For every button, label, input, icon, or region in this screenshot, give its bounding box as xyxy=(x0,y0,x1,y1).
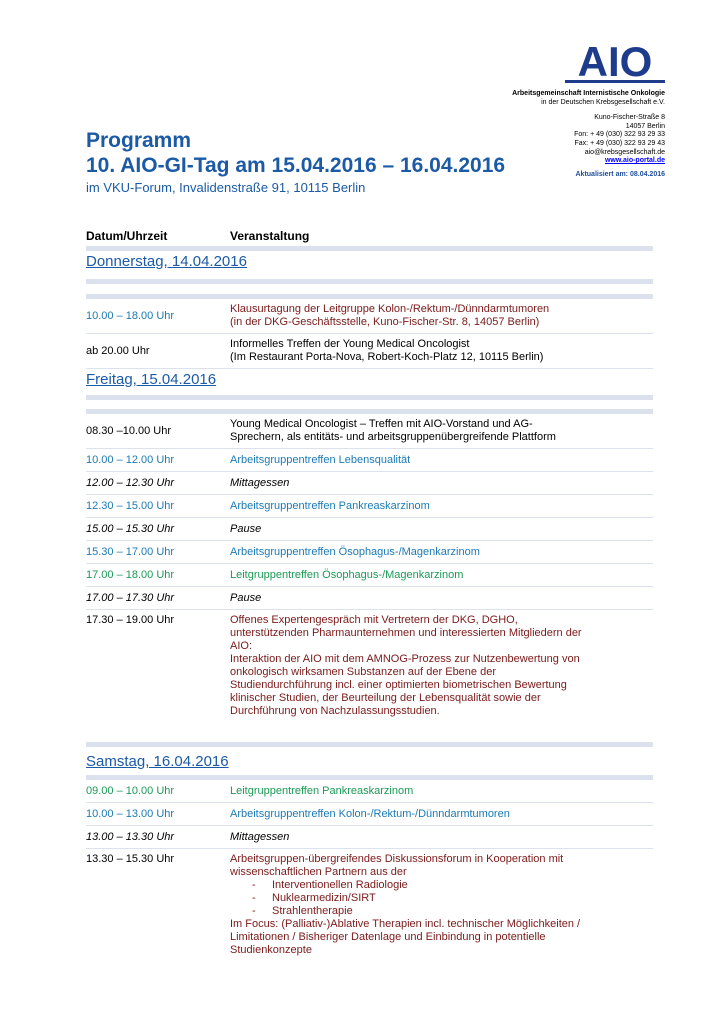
table-row xyxy=(86,564,653,587)
org-subtitle: in der Deutschen Krebsgesellschaft e.V. xyxy=(541,98,665,106)
day-heading-friday: Freitag, 15.04.2016 xyxy=(86,371,217,388)
row-time: 10.00 – 12.00 Uhr xyxy=(86,453,175,466)
table-row xyxy=(86,449,653,472)
aio-logo xyxy=(565,36,665,86)
table-row xyxy=(86,472,653,495)
row-event: Offenes Expertengespräch mit Vertretern der DKG, DGHO, unterstützenden Pharmaunternehmen und interessierten Mitgliedern der AIO: Interaktion der AIO mit dem AMNOG-Prozess zur Nutzenbewertung von onkologisch wirksamen Substanzen auf der Ebene der Studiendurchführung incl. einer optimierten biometrischen Bewertung klinischer Studien, der Beurteilung der Lebensqualität sowie der Durchführung von Nachzulassungsstudien. xyxy=(230,614,582,717)
row-event: Informelles Treffen der Young Medical Oncologist (Im Restaurant Porta-Nova, Robert-Koch-Platz 12, 10115 Berlin) xyxy=(230,338,544,363)
column-event: Veranstaltung xyxy=(230,229,310,243)
partner-list xyxy=(230,879,653,918)
table-row xyxy=(86,849,653,957)
table-row xyxy=(86,610,653,732)
org-email: aio@krebsgesellschaft.de xyxy=(584,148,665,156)
row-event: Arbeitsgruppen-übergreifendes Diskussionsforum in Kooperation mit wissenschaftlichen Partnern aus der - Interventionellen Radiologie - Nuklearmedizin/SIRT - Strahlentherapie Im Focus: (Palliativ-)Ablative Therapien incl. technischer Möglichkeiten / Limitationen / Bisheriger Datenlage und Einbindung in potentielle Studienkonzepte xyxy=(230,853,653,957)
row-time: 10.00 – 18.00 Uhr xyxy=(86,309,175,322)
row-time: 08.30 –10.00 Uhr xyxy=(86,424,172,437)
row-time: 10.00 – 13.00 Uhr xyxy=(86,807,175,820)
org-city: 14057 Berlin xyxy=(625,122,665,130)
program-title xyxy=(86,128,505,197)
table-row xyxy=(86,518,653,541)
list-item: - Interventionellen Radiologie xyxy=(252,879,653,892)
table-row xyxy=(86,541,653,564)
row-event: Arbeitsgruppentreffen Pankreaskarzinom xyxy=(230,499,430,512)
updated-date: Aktualisiert am: 08.04.2016 xyxy=(575,171,665,178)
table-row xyxy=(86,334,653,369)
row-event: Leitgruppentreffen Pankreaskarzinom xyxy=(230,784,414,797)
column-time: Datum/Uhrzeit xyxy=(86,229,168,243)
table-row xyxy=(86,495,653,518)
table-row xyxy=(86,780,653,803)
row-time: 17.00 – 18.00 Uhr xyxy=(86,568,175,581)
row-event: Pause xyxy=(230,591,262,604)
row-time: 15.00 – 15.30 Uhr xyxy=(86,522,175,535)
org-web-link[interactable]: www.aio-portal.de xyxy=(604,157,665,165)
row-time: 15.30 – 17.00 Uhr xyxy=(86,545,175,558)
table-row xyxy=(86,826,653,849)
org-street: Kuno-Fischer-Straße 8 xyxy=(594,114,665,122)
table-row xyxy=(86,587,653,610)
row-time: 17.00 – 17.30 Uhr xyxy=(86,591,175,604)
row-event: Mittagessen xyxy=(230,830,290,843)
row-time: 17.30 – 19.00 Uhr xyxy=(86,614,175,626)
row-event: Young Medical Oncologist – Treffen mit AIO-Vorstand und AG- Sprechern, als entitäts- und arbeitsgruppenübergreifende Plattform xyxy=(230,418,556,443)
row-event: Klausurtagung der Leitgruppe Kolon-/Rektum-/Dünndarmtumoren (in der DKG-Geschäftsstelle, Kuno-Fischer-Str. 8, 14057 Berlin) xyxy=(230,303,550,328)
title-venue: im VKU-Forum, Invalidenstraße 91, 10115 Berlin xyxy=(86,180,366,195)
row-event: Pause xyxy=(230,522,262,535)
program-table xyxy=(86,226,653,957)
title-line-1: Programm xyxy=(86,129,192,152)
org-fax: Fax: + 49 (030) 322 93 29 43 xyxy=(574,139,665,147)
logo-text: AIO xyxy=(577,38,653,85)
row-event: Mittagessen xyxy=(230,476,290,489)
day-heading-thursday: Donnerstag, 14.04.2016 xyxy=(86,253,247,270)
row-time: 12.30 – 15.00 Uhr xyxy=(86,499,175,512)
row-time: ab 20.00 Uhr xyxy=(86,344,150,357)
day-heading-saturday: Samstag, 16.04.2016 xyxy=(86,753,229,770)
org-name: Arbeitsgemeinschaft Internistische Onkologie xyxy=(512,90,665,97)
list-item: - Strahlentherapie xyxy=(252,905,653,918)
table-row xyxy=(86,803,653,826)
title-line-2: 10. AIO-GI-Tag am 15.04.2016 – 16.04.2016 xyxy=(86,154,506,177)
list-item: - Nuklearmedizin/SIRT xyxy=(252,892,653,905)
row-time: 12.00 – 12.30 Uhr xyxy=(86,476,175,489)
table-row xyxy=(86,414,653,449)
row-event: Arbeitsgruppentreffen Lebensqualität xyxy=(230,453,411,466)
org-phone: Fon: + 49 (030) 322 93 29 33 xyxy=(574,131,665,139)
row-time: 13.30 – 15.30 Uhr xyxy=(86,853,175,865)
row-event: Leitgruppentreffen Ösophagus-/Magenkarzinom xyxy=(230,568,464,581)
table-row xyxy=(86,299,653,334)
organization-address xyxy=(512,90,665,166)
row-event: Arbeitsgruppentreffen Ösophagus-/Magenkarzinom xyxy=(230,545,480,558)
row-time: 09.00 – 10.00 Uhr xyxy=(86,784,175,797)
row-event: Arbeitsgruppentreffen Kolon-/Rektum-/Dünndarmtumoren xyxy=(230,807,510,820)
row-time: 13.00 – 13.30 Uhr xyxy=(86,830,175,843)
table-header xyxy=(86,226,653,246)
